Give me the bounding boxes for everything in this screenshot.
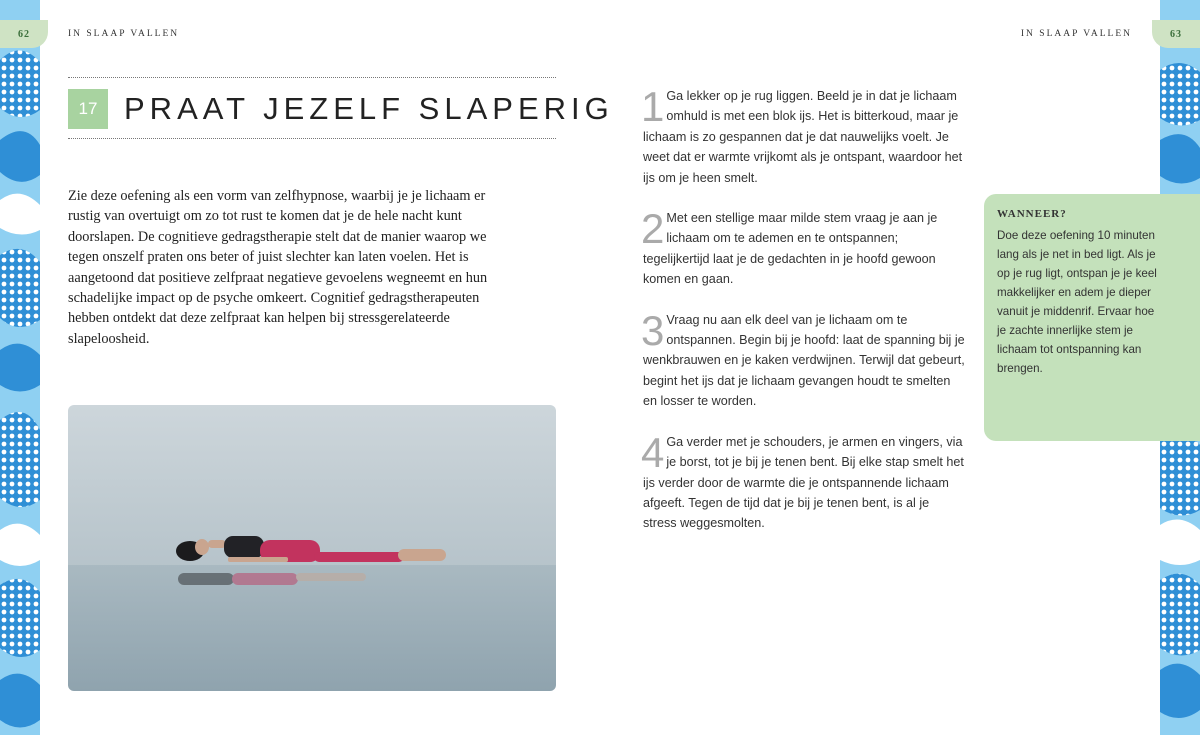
step-number: 3: [641, 306, 665, 354]
when-info-box: [984, 194, 1200, 441]
step-item: [641, 428, 965, 534]
running-head-left: IN SLAAP VALLEN: [68, 29, 180, 39]
sidebox-heading: WANNEER?: [997, 208, 1067, 220]
step-text: Ga lekker op je rug liggen. Beeld je in dat je lichaam omhuld is met een blok ijs. Het is bitterkoud, maar je lichaam is zo gespannen dat je dat nauwelijks voelt. Je weet dat er warmte vrijkomt als je ontspant, waardoor het ijs om je heen smelt.: [643, 89, 963, 185]
step-text: Vraag nu aan elk deel van je lichaam om te ontspannen. Begin bij je hoofd: laat de spanning bij je wenkbrauwen en je kaken verdwijnen. Terwijl dat gebeurt, begint het ijs dat je lichaam gevangen houdt te smelten en losser te worden.: [643, 312, 965, 409]
woman-floating-on-water-photo: [68, 405, 556, 691]
page-number-left: 62: [0, 20, 48, 48]
step-number: 1: [641, 83, 665, 130]
step-text: Met een stellige maar milde stem vraag je aan je lichaam om te ademen en te ontspannen; tegelijkertijd laat je de gedachten in je hoofd gewoon komen en gaan.: [643, 211, 938, 287]
step-item: [641, 306, 965, 412]
step-item: [641, 83, 965, 188]
step-number: 2: [641, 205, 665, 253]
exercise-title-block: [68, 77, 614, 139]
sidebox-text: Doe deze oefening 10 minuten lang als je net in bed ligt. Als je op je rug ligt, ontspan je je keel makkelijker en adem je dieper vanuit je middenrif. Ervaar hoe je zachte innerlijke stem je lichaam tot ontspanning kan brengen.: [997, 229, 1157, 375]
page-title: PRAAT JEZELF SLAPERIG: [124, 91, 614, 126]
page-number-right: 63: [1152, 20, 1200, 48]
decorative-pattern-strip-left: [0, 0, 40, 735]
exercise-number-badge: 17: [68, 89, 108, 129]
steps-list: [641, 83, 965, 554]
intro-paragraph: Zie deze oefening als een vorm van zelfhypnose, waarbij je je lichaam er rustig van overtuigt om zo tot rust te komen dat je de hele nacht kunt doorslapen. De cognitieve gedragstherapie stelt dat de manier waarop we tegen onszelf praten ons beter of juist slechter kan laten voelen. Het is aangetoond dat positieve zelfpraat negatieve gevoelens wegneemt en hun schadelijke impact op de psyche omkeert. Cognitief gedragstherapeuten hebben ontdekt dat deze zelfpraat kan helpen bij stressgerelateerde slapeloosheid.: [68, 188, 488, 347]
step-item: [641, 205, 965, 290]
step-text: Ga verder met je schouders, je armen en vingers, via je borst, tot je bij je tenen bent. Bij elke stap smelt het ijs verder door de warmte die je ontspannende lichaam afgeeft. Tegen de tijd dat je bij je tenen bent, is al je stress weggesmolten.: [643, 434, 964, 531]
running-head-right: IN SLAAP VALLEN: [1020, 29, 1132, 39]
step-number: 4: [641, 428, 665, 476]
